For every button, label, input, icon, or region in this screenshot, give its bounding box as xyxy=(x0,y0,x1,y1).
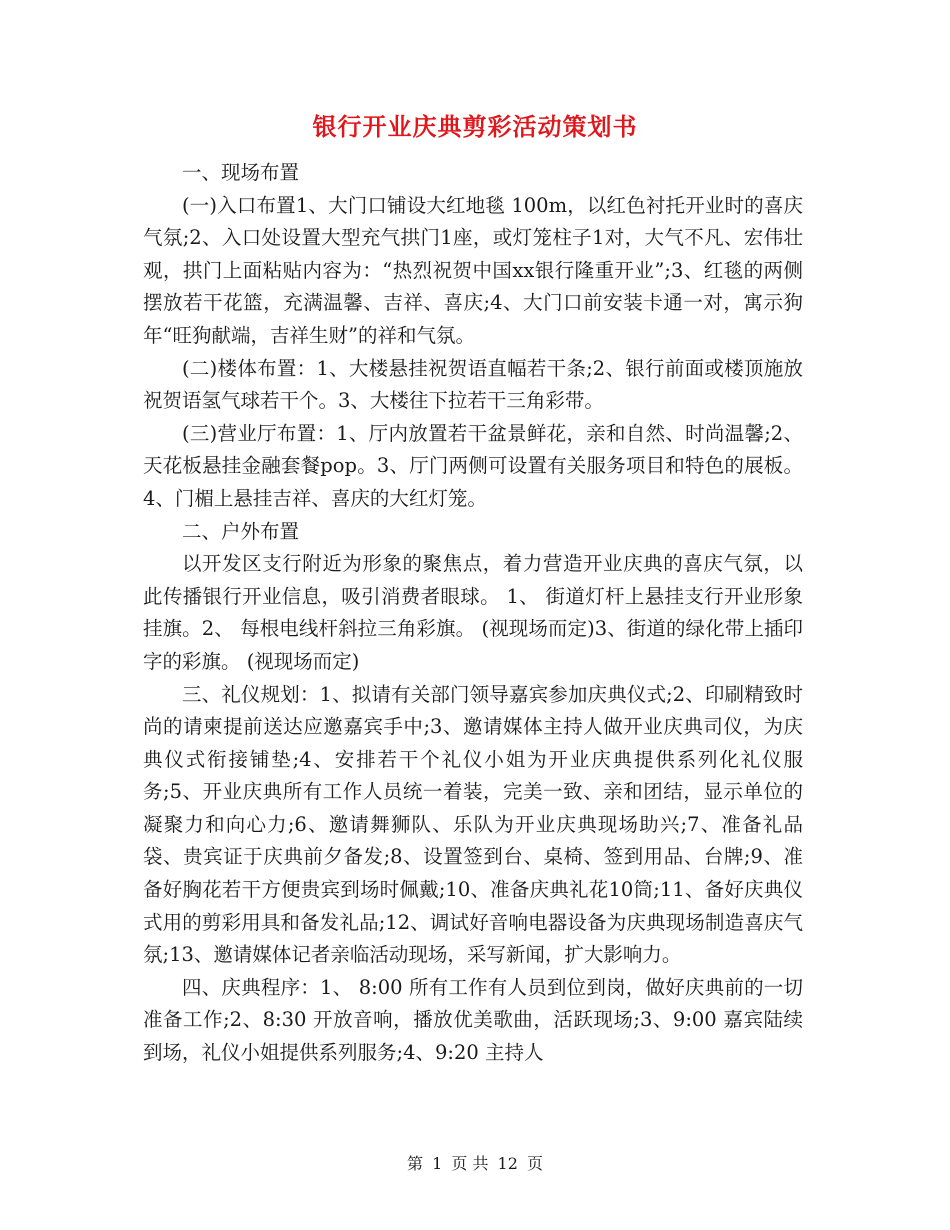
footer-total-pages: 12 xyxy=(497,1154,518,1173)
paragraph-outdoor-layout: 以开发区支行附近为形象的聚焦点，着力营造开业庆典的喜庆气氛，以此传播银行开业信息，吸引消费者眼球。 1、 街道灯杆上悬挂支行开业形象挂旗。2、 每根电线杆斜拉三角彩旗。 (视现场而定)3、街道的绿化带上插印字的彩旗。 (视现场而定) xyxy=(143,552,803,673)
document-body xyxy=(143,157,803,1070)
paragraph-entrance-layout: (一)入口布置1、大门口铺设大红地毯 100m，以红色衬托开业时的喜庆气氛;2、入口处设置大型充气拱门1座，或灯笼柱子1对，大气不凡、宏伟壮观，拱门上面粘贴内容为：“热烈祝贺中国xx银行隆重开业”;3、红毯的两侧摆放若干花篮，充满温馨、吉祥、喜庆;4、大门口前安装卡通一对，寓示狗年“旺狗献端，吉祥生财”的祥和气氛。 xyxy=(143,193,803,347)
footer-middle: 页 共 xyxy=(451,1154,489,1173)
page-footer xyxy=(0,1152,950,1176)
paragraph-ceremony-program: 四、庆典程序：1、 8:00 所有工作有人员到位到岗，做好庆典前的一切准备工作;2、8:30 开放音响，播放优美歌曲，活跃现场;3、9:00 嘉宾陆续到场，礼仪小姐提供系列服务;4、9:20 主持人 xyxy=(143,975,803,1065)
footer-suffix: 页 xyxy=(527,1154,544,1173)
document-title: 银行开业庆典剪彩活动策划书 xyxy=(312,112,638,141)
paragraph-hall-layout: (三)营业厅布置：1、厅内放置若干盆景鲜花，亲和自然、时尚温馨;2、天花板悬挂金融套餐pop。3、厅门两侧可设置有关服务项目和特色的展板。4、门楣上悬挂吉祥、喜庆的大红灯笼。 xyxy=(143,421,803,510)
section-heading-site-layout: 一、现场布置 xyxy=(182,161,300,184)
footer-page-number: 1 xyxy=(432,1154,443,1173)
paragraph-etiquette-plan: 三、礼仪规划：1、拟请有关部门领导嘉宾参加庆典仪式;2、印刷精致时尚的请柬提前送达应邀嘉宾手中;3、邀请媒体主持人做开业庆典司仪，为庆典仪式衔接铺垫;4、安排若干个礼仪小姐为开业庆典提供系列化礼仪服务;5、开业庆典所有工作人员统一着装，完美一致、亲和团结，显示单位的凝聚力和向心力;6、邀请舞狮队、乐队为开业庆典现场助兴;7、准备礼品袋、贵宾证于庆典前夕备发;8、设置签到台、桌椅、签到用品、台牌;9、准备好胸花若干方便贵宾到场时佩戴;10、准备庆典礼花10筒;11、备好庆典仪式用的剪彩用具和备发礼品;12、调试好音响电器设备为庆典现场制造喜庆气氛;13、邀请媒体记者亲临活动现场，采写新闻，扩大影响力。 xyxy=(143,682,803,967)
section-heading-outdoor-layout: 二、户外布置 xyxy=(182,519,300,543)
footer-prefix: 第 xyxy=(406,1154,423,1173)
paragraph-building-layout: (二)楼体布置：1、大楼悬挂祝贺语直幅若干条;2、银行前面或楼顶施放祝贺语氢气球若干个。3、大楼往下拉若干三角彩带。 xyxy=(143,356,803,413)
